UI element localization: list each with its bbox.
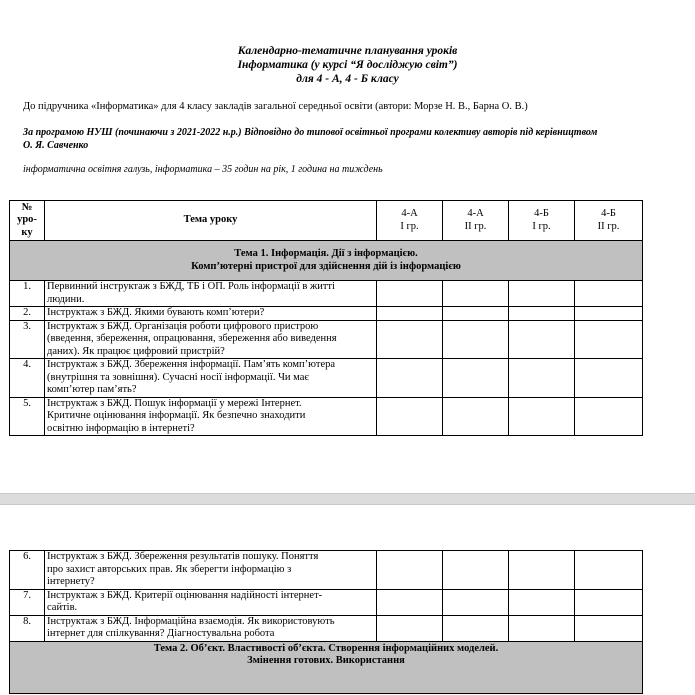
topic-row: [10, 641, 643, 693]
date-cell: [575, 307, 643, 321]
table-row: [10, 359, 643, 398]
date-cell: [443, 281, 509, 307]
table-row: [10, 615, 643, 641]
date-cell: [377, 320, 443, 359]
lesson-topic: Інструктаж з БЖД. Збереження результатів пошуку. Поняття про захист авторських прав. Як зберегти інформацію з інтернету?: [45, 551, 377, 590]
topic-row: [10, 241, 643, 281]
date-cell: [575, 320, 643, 359]
lesson-number: 8.: [10, 615, 45, 641]
date-cell: [575, 397, 643, 436]
table-row: [10, 320, 643, 359]
date-cell: [443, 397, 509, 436]
lesson-number: 2.: [10, 307, 45, 321]
topic-title: Тема 2. Об’єкт. Властивості об’єкта. Створення інформаційних моделей. Змінення готових. Використання: [10, 641, 643, 693]
date-cell: [377, 589, 443, 615]
date-cell: [575, 551, 643, 590]
lesson-number: 7.: [10, 589, 45, 615]
date-cell: [575, 589, 643, 615]
table-row: [10, 551, 643, 590]
lesson-topic: Інструктаж з БЖД. Пошук інформації у мережі Інтернет. Критичне оцінювання інформації. Як безпечно знаходити освітню інформацію в інтернеті?: [45, 397, 377, 436]
lesson-plan-table-continued: [9, 550, 643, 694]
date-cell: [443, 359, 509, 398]
lesson-topic: Первинний інструктаж з БЖД, ТБ і ОП. Роль інформації в житті людини.: [45, 281, 377, 307]
date-cell: [509, 589, 575, 615]
date-cell: [377, 615, 443, 641]
table-header-row: [10, 201, 643, 241]
lesson-topic: Інструктаж з БЖД. Критерії оцінювання надійності інтернет- сайтів.: [45, 589, 377, 615]
date-cell: [377, 397, 443, 436]
lesson-number: 6.: [10, 551, 45, 590]
program-line-2: О. Я. Савченко: [23, 140, 89, 151]
group-header: 4-Б І гр.: [509, 201, 575, 241]
doc-title-line-1: Календарно-тематичне планування уроків: [237, 45, 458, 57]
lesson-number: 3.: [10, 320, 45, 359]
doc-title-line-3: для 4 - А, 4 - Б класу: [296, 73, 399, 85]
date-cell: [575, 359, 643, 398]
document-page-2: [0, 505, 695, 695]
table-row: [10, 307, 643, 321]
program-line-1: За програмою НУШ (починаючи з 2021-2022 н.р.) Відповідно до типової освітньої програми колективу авторів під керівництвом: [23, 127, 598, 138]
lesson-topic: Інструктаж з БЖД. Організація роботи цифрового пристрою (введення, збереження, опрацювання, збереження або виведення даних). Як працює цифровий пристрій?: [45, 320, 377, 359]
date-cell: [575, 281, 643, 307]
textbook-line: До підручника «Інформатика» для 4 класу закладів загальної середньої освіти (автори: Морзе Н. В., Барна О. В.): [23, 101, 528, 112]
date-cell: [443, 615, 509, 641]
lesson-topic: Інструктаж з БЖД. Якими бувають комп’ютери?: [45, 307, 377, 321]
table-row: [10, 397, 643, 436]
lesson-number: 4.: [10, 359, 45, 398]
date-cell: [377, 307, 443, 321]
table-row: [10, 589, 643, 615]
date-cell: [509, 281, 575, 307]
lesson-number: 1.: [10, 281, 45, 307]
doc-title-line-2: Інформатика (у курсі “Я досліджую світ”): [237, 59, 458, 71]
date-cell: [509, 551, 575, 590]
table-row: [10, 281, 643, 307]
page-separator: [0, 493, 695, 505]
date-cell: [509, 320, 575, 359]
group-header: 4-Б ІІ гр.: [575, 201, 643, 241]
lesson-topic: Інструктаж з БЖД. Інформаційна взаємодія. Як використовують інтернет для спілкування? Діагностувальна робота: [45, 615, 377, 641]
date-cell: [443, 551, 509, 590]
lesson-topic-header: Тема уроку: [45, 201, 377, 241]
group-header: 4-А І гр.: [377, 201, 443, 241]
topic-title: Тема 1. Інформація. Дії з інформацією. Комп’ютерні пристрої для здійснення дій із інформацією: [10, 241, 643, 281]
date-cell: [509, 307, 575, 321]
date-cell: [377, 551, 443, 590]
date-cell: [377, 359, 443, 398]
date-cell: [443, 320, 509, 359]
date-cell: [377, 281, 443, 307]
lesson-number: 5.: [10, 397, 45, 436]
date-cell: [509, 615, 575, 641]
date-cell: [575, 615, 643, 641]
group-header: 4-А ІІ гр.: [443, 201, 509, 241]
lesson-plan-table: [9, 200, 643, 436]
lesson-topic: Інструктаж з БЖД. Збереження інформації. Пам’ять комп’ютера (внутрішня та зовнішня). Сучасні носії інформації. Чи має комп’ютер пам’ять?: [45, 359, 377, 398]
branch-line: інформатична освітня галузь, інформатика – 35 годин на рік, 1 година на тиждень: [23, 164, 383, 175]
date-cell: [443, 589, 509, 615]
date-cell: [509, 397, 575, 436]
date-cell: [509, 359, 575, 398]
lesson-number-header: № уро- ку: [10, 201, 45, 241]
date-cell: [443, 307, 509, 321]
